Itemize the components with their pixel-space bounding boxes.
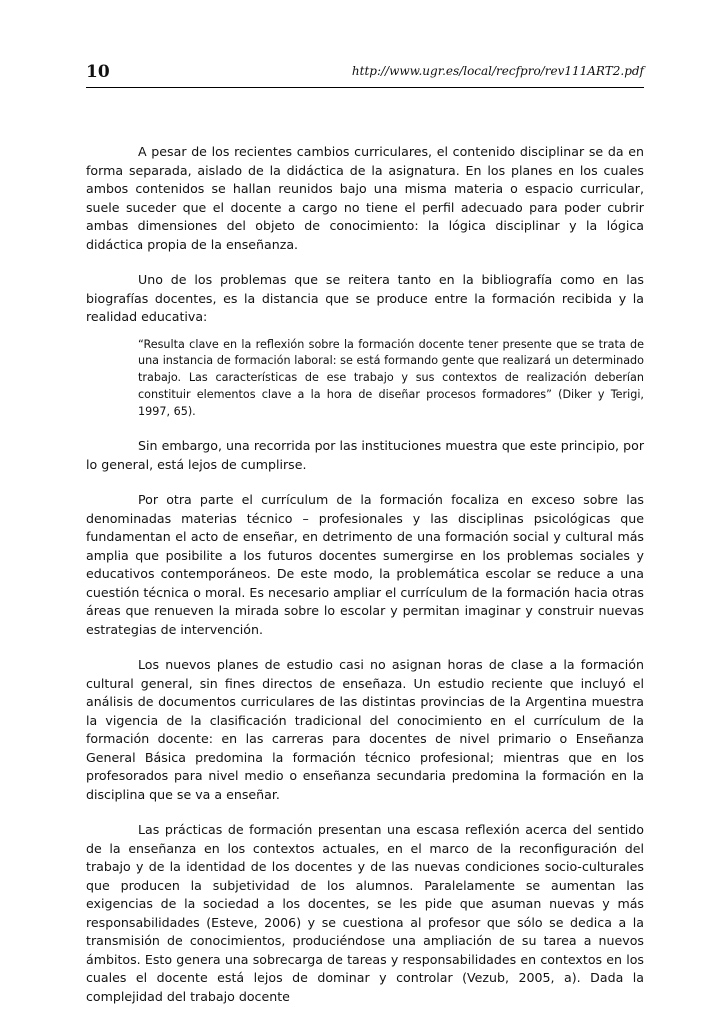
- paragraph-3: Sin embargo, una recorrida por las instituciones muestra que este principio, por lo general, está lejos de cumplirse.: [86, 438, 644, 472]
- paragraph-6: Las prácticas de formación presentan una escasa reflexión acerca del sentido de la enseñanza en los contextos actuales, en el marco de la reconfiguración del trabajo y de la identidad de los docentes y de las nuevas condiciones socio-culturales que producen la subjetividad de los alumnos. Paralelamente se aumentan las exigencias de la sociedad a los docentes, se les pide que asuman nuevas y más responsabilidades (Esteve, 2006) y se cuestiona al profesor que sólo se dedica a la transmisión de conocimientos, produciéndose una ampliación de su tarea a nuevos ámbitos. Esto genera una sobrecarga de tareas y responsabilidades en contextos en los cuales el docente está lejos de dominar y controlar (Vezub, 2005, a). Dada la complejidad del trabajo docente: [86, 822, 644, 1004]
- paragraph-4: Por otra parte el currículum de la formación focaliza en exceso sobre las denominadas materias técnico – profesionales y las disciplinas psicológicas que fundamentan el acto de enseñar, en detrimento de una formación social y cultural más amplia que posibilite a los futuros docentes sumergirse en los problemas sociales y educativos contemporáneos. De este modo, la problemática escolar se reduce a una cuestión técnica o moral. Es necesario ampliar el currículum de la formación hacia otras áreas que renueven la mirada sobre lo escolar y permitan imaginar y construir nuevas estrategias de intervención.: [86, 492, 644, 637]
- page-header: [86, 60, 644, 90]
- body-text: [86, 143, 644, 1006]
- paragraph-5: Los nuevos planes de estudio casi no asignan horas de clase a la formación cultural general, sin fines directos de enseñaza. Un estudio reciente que incluyó el análisis de documentos curriculares de las distintas provincias de la Argentina muestra la vigencia de la clasificación tradicional del conocimiento en el currículum de la formación docente: en las carreras para docentes de nivel primario o Enseñanza General Básica predomina la formación técnico profesional; mientras que en los profesorados para nivel medio o enseñanza secundaria predomina la formación en la disciplina que se va a enseñar.: [86, 657, 644, 802]
- paragraph-2: Uno de los problemas que se reitera tanto en la bibliografía como en las biografías docentes, es la distancia que se produce entre la formación recibida y la realidad educativa:: [86, 272, 644, 324]
- header-rule: [86, 87, 644, 88]
- block-quote: “Resulta clave en la reflexión sobre la formación docente tener presente que se trata de una instancia de formación laboral: se está formando gente que realizará un determinado trabajo. Las características de ese trabajo y sus contextos de realización deberían constituir elementos clave a la hora de diseñar procesos formadores” (Diker y Terigi, 1997, 65).: [138, 337, 644, 418]
- header-url: http://www.ugr.es/local/recfpro/rev111ART2.pdf: [351, 64, 644, 78]
- paragraph-1: A pesar de los recientes cambios curriculares, el contenido disciplinar se da en forma separada, aislado de la didáctica de la asignatura. En los planes en los cuales ambos contenidos se hallan reunidos bajo una misma materia o espacio curricular, suele suceder que el docente a cargo no tiene el perfil adecuado para poder cubrir ambas dimensiones del objeto de conocimiento: la lógica disciplinar y la lógica didáctica propia de la enseñanza.: [86, 144, 644, 252]
- page-number: 10: [86, 62, 110, 82]
